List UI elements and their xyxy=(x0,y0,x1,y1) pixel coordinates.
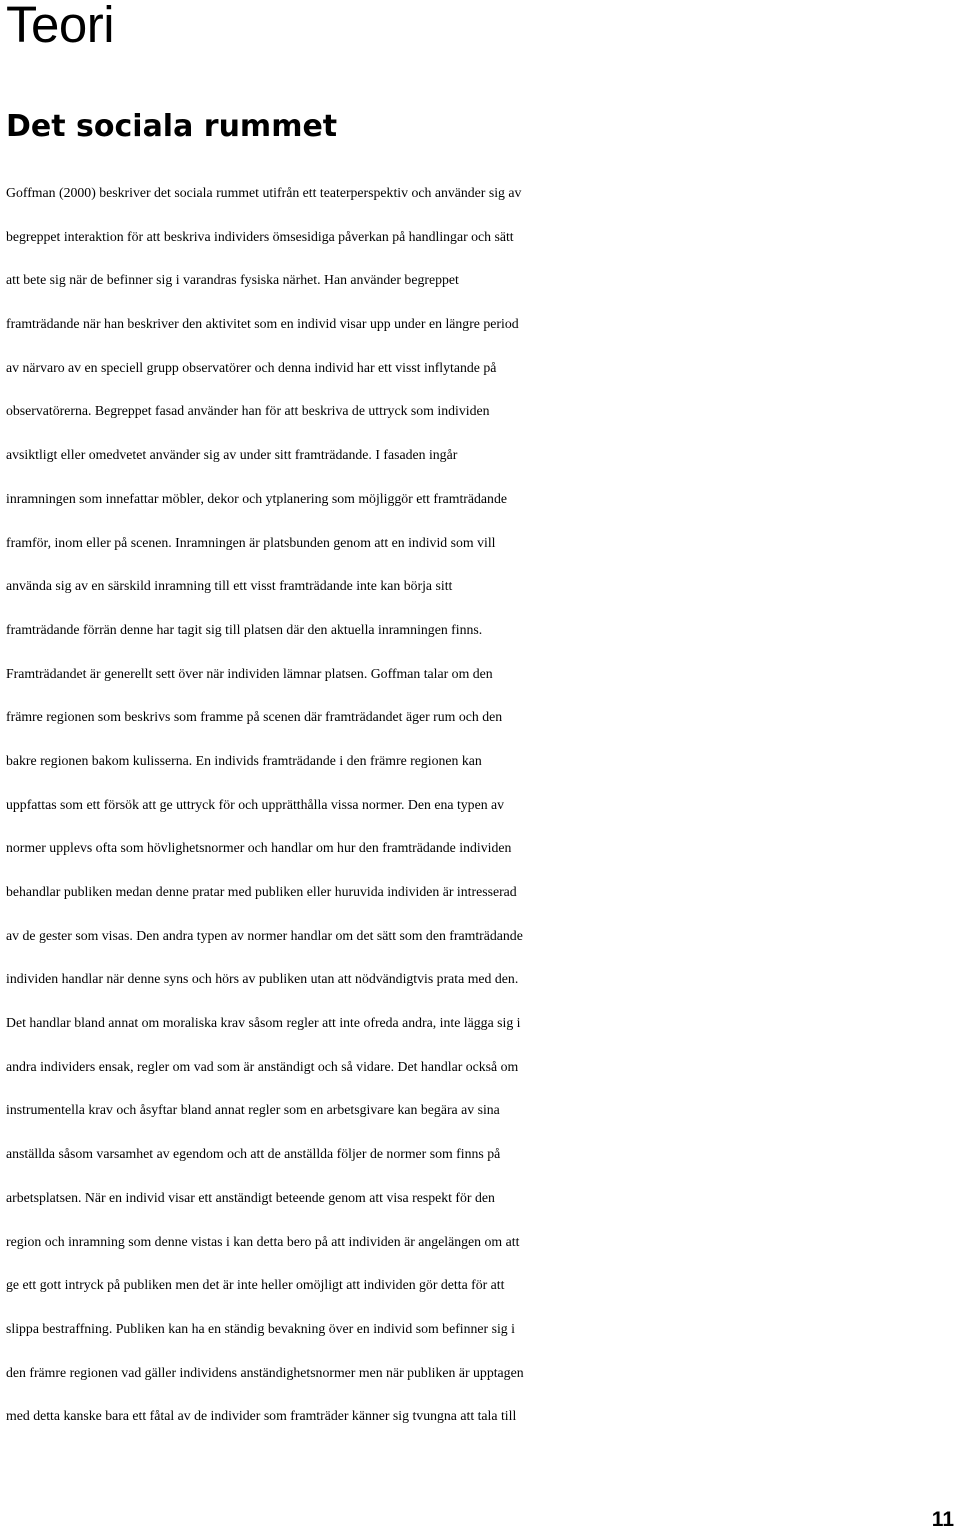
text-line: med detta kanske bara ett fåtal av de individer som framträder känner sig tvungna att tala till xyxy=(6,1408,517,1424)
text-line: Goffman (2000) beskriver det sociala rummet utifrån ett teaterperspektiv och använder sig av xyxy=(6,185,522,200)
text-line: främre regionen som beskrivs som framme på scenen där framträdandet äger rum och den xyxy=(6,709,503,725)
text-line: arbetsplatsen. När en individ visar ett anständigt beteende genom att visa respekt för den xyxy=(6,1189,495,1205)
section-heading: Det sociala rummet xyxy=(6,109,338,144)
text-line: använda sig av en särskild inramning till ett visst framträdande inte kan börja sitt xyxy=(6,578,453,594)
text-line: begreppet interaktion för att beskriva individers ömsesidiga påverkan på handlingar och sätt xyxy=(6,228,514,244)
text-line: normer upplevs ofta som hövlighetsnormer och handlar om hur den framträdande individen xyxy=(6,840,512,856)
text-line: individen handlar när denne syns och hörs av publiken utan att nödvändigtvis prata med den. xyxy=(6,971,519,987)
text-line: avsiktligt eller omedvetet använder sig av under sitt framträdande. I fasaden ingår xyxy=(6,447,458,463)
text-line: ge ett gott intryck på publiken men det är inte heller omöjligt att individen gör detta för att xyxy=(6,1277,505,1293)
page-number: 11 xyxy=(931,1508,954,1531)
text-line: anställda såsom varsamhet av egendom och att de anställda följer de normer som finns på xyxy=(6,1146,501,1162)
text-line: behandlar publiken medan denne pratar med publiken eller huruvida individen är intresserad xyxy=(6,884,517,899)
text-line: andra individers ensak, regler om vad som är anständigt och så vidare. Det handlar också om xyxy=(6,1058,519,1074)
chapter-title: Teori xyxy=(6,0,115,53)
text-line: av närvaro av en speciell grupp observatörer och denna individ har ett visst inflytande på xyxy=(6,359,497,375)
text-line: Det handlar bland annat om moraliska krav såsom regler att inte ofreda andra, inte lägga sig i xyxy=(6,1015,521,1031)
text-line: att bete sig när de befinner sig i varandras fysiska närhet. Han använder begreppet xyxy=(6,272,459,288)
text-line: av de gester som visas. Den andra typen av normer handlar om det sätt som den framträdande xyxy=(6,927,523,943)
text-line: slippa bestraffning. Publiken kan ha en ständig bevakning över en individ som befinner sig i xyxy=(6,1320,515,1336)
text-line: instrumentella krav och åsyftar bland annat regler som en arbetsgivare kan begära av sina xyxy=(6,1102,500,1118)
text-line: bakre regionen bakom kulisserna. En individs framträdande i den främre regionen kan xyxy=(6,752,482,768)
text-line: inramningen som innefattar möbler, dekor och ytplanering som möjliggör ett framträdande xyxy=(6,490,507,506)
text-line: Framträdandet är generellt sett över när individen lämnar platsen. Goffman talar om den xyxy=(6,665,493,681)
text-line: framträdande förrän denne har tagit sig till platsen där den aktuella inramningen finns. xyxy=(6,621,483,637)
text-line: uppfattas som ett försök att ge uttryck för och upprätthålla vissa normer. Den ena typen av xyxy=(6,796,505,812)
body-paragraph xyxy=(6,171,960,1438)
text-line: observatörerna. Begreppet fasad använder han för att beskriva de uttryck som individen xyxy=(6,403,490,419)
text-line: framför, inom eller på scenen. Inramningen är platsbunden genom att en individ som vill xyxy=(6,534,496,550)
text-line: framträdande när han beskriver den aktivitet som en individ visar upp under en längre period xyxy=(6,316,519,332)
text-line: region och inramning som denne vistas i kan detta bero på att individen är angelängen om att xyxy=(6,1233,520,1249)
text-line: den främre regionen vad gäller individens anständighetsnormer men när publiken är upptagen xyxy=(6,1364,524,1380)
